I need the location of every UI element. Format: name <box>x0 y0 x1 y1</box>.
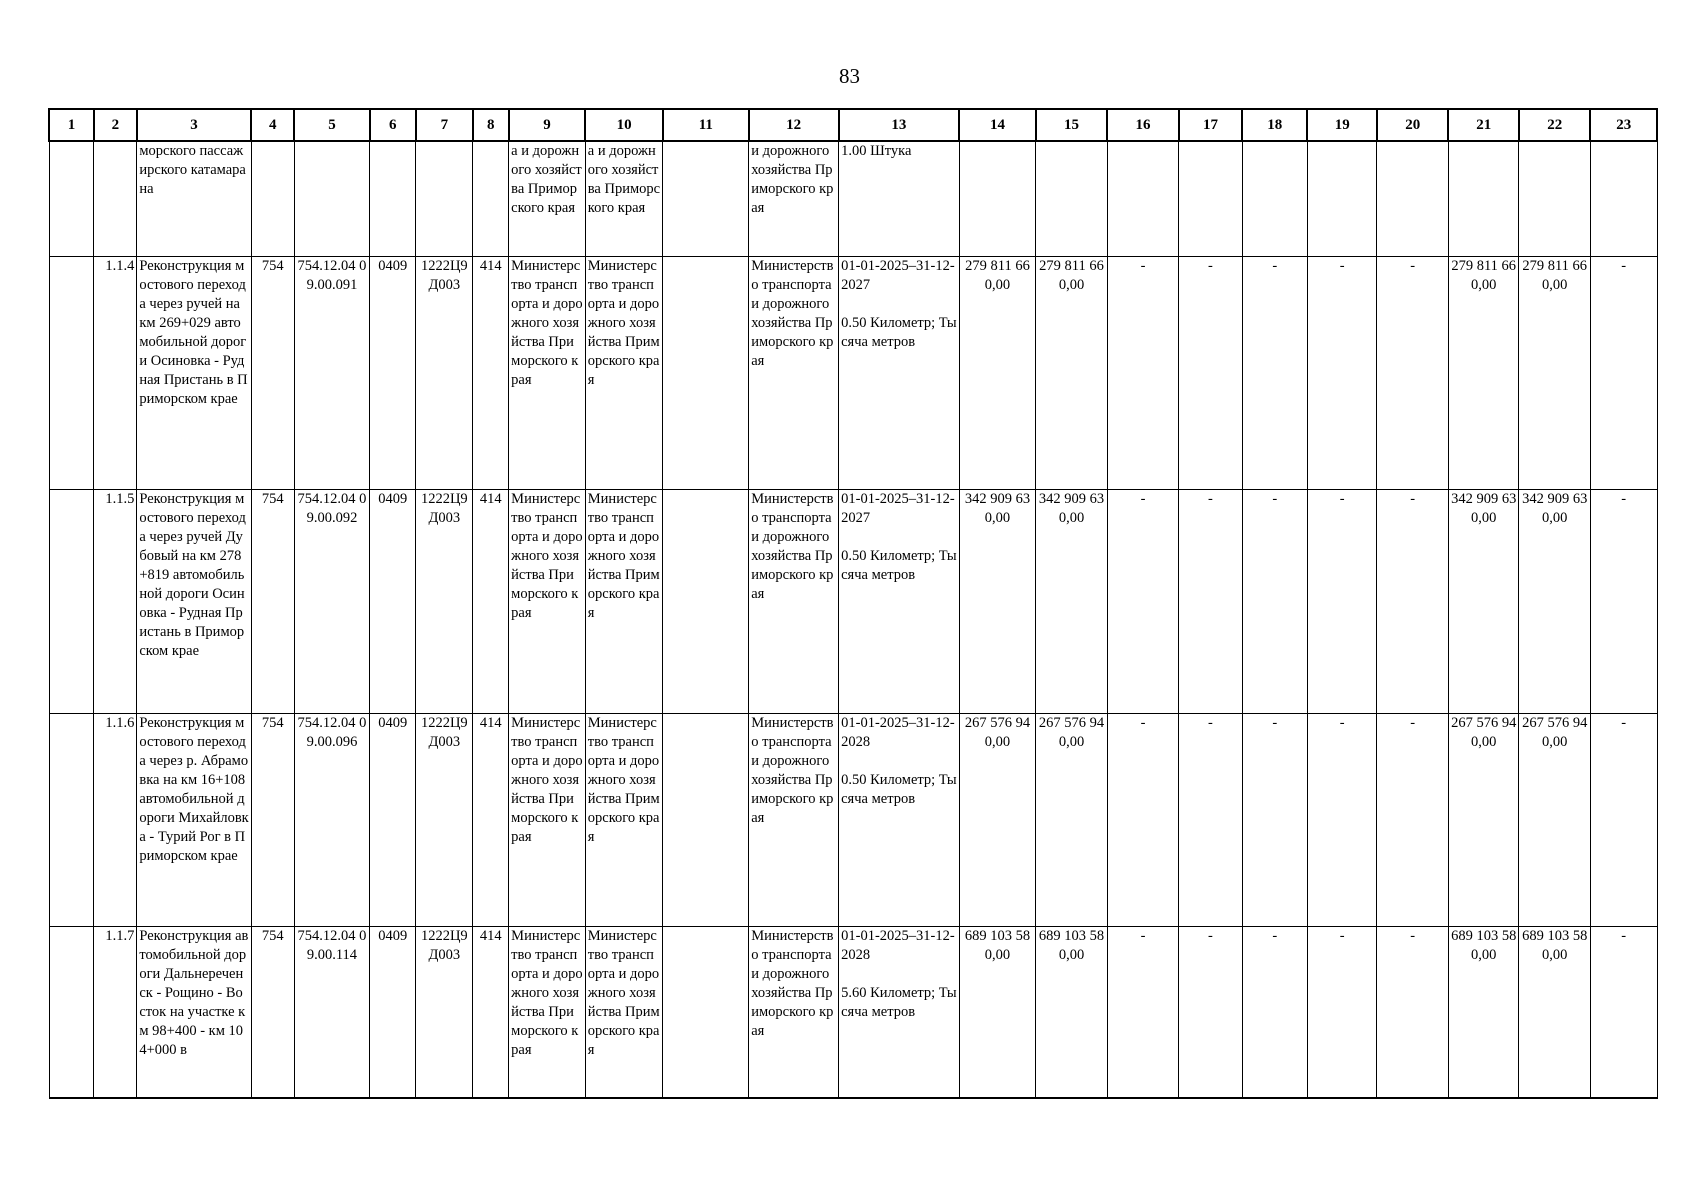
column-header-22: 22 <box>1519 109 1591 141</box>
cell-col-20: - <box>1377 490 1449 714</box>
cell-col-14 <box>959 141 1036 257</box>
table-row <box>49 257 1657 490</box>
cell-col-20: - <box>1377 927 1449 1099</box>
cell-col-1 <box>49 141 94 257</box>
cell-col-9: Министерство транспорта и дорожного хозяйства Приморского края <box>509 927 586 1099</box>
cell-col-16: - <box>1107 257 1179 490</box>
cell-col-15 <box>1036 141 1108 257</box>
cell-col-12: Министерство транспорта и дорожного хозяйства Приморского края <box>749 257 839 490</box>
cell-col-4: 754 <box>251 257 294 490</box>
cell-col-8 <box>473 141 509 257</box>
cell-col-7: 1222Ц9 Д003 <box>416 927 473 1099</box>
cell-col-5: 754.12.04 09.00.114 <box>294 927 370 1099</box>
cell-col-21: 279 811 660,00 <box>1448 257 1518 490</box>
cell-col-13 <box>839 257 960 490</box>
cell-col-5: 754.12.04 09.00.091 <box>294 257 370 490</box>
cell-col-17: - <box>1179 714 1242 927</box>
unit-text: 0.50 Километр; Тысяча метров <box>841 548 957 583</box>
table-row <box>49 927 1657 1099</box>
cell-col-18: - <box>1242 257 1307 490</box>
table-row <box>49 490 1657 714</box>
cell-col-13 <box>839 714 960 927</box>
cell-col-10: Министерство транспорта и дорожного хозяйства Приморского края <box>585 257 663 490</box>
cell-col-4: 754 <box>251 714 294 927</box>
cell-col-5 <box>294 141 370 257</box>
cell-col-4: 754 <box>251 490 294 714</box>
cell-col-23: - <box>1590 714 1657 927</box>
column-header-2: 2 <box>94 109 137 141</box>
column-header-12: 12 <box>749 109 839 141</box>
cell-col-10: Министерство транспорта и дорожного хозяйства Приморского края <box>585 927 663 1099</box>
cell-col-21: 267 576 940,00 <box>1448 714 1518 927</box>
cell-col-17: - <box>1179 257 1242 490</box>
cell-col-1 <box>49 927 94 1099</box>
cell-col-23: - <box>1590 927 1657 1099</box>
cell-col-8: 414 <box>473 714 509 927</box>
cell-col-23: - <box>1590 257 1657 490</box>
cell-col-6 <box>370 141 416 257</box>
cell-col-15: 267 576 940,00 <box>1036 714 1108 927</box>
cell-col-20 <box>1377 141 1449 257</box>
cell-col-6: 0409 <box>370 927 416 1099</box>
cell-col-16: - <box>1107 490 1179 714</box>
cell-col-22: 279 811 660,00 <box>1519 257 1591 490</box>
cell-col-2: 1.1.7 <box>94 927 137 1099</box>
column-header-8: 8 <box>473 109 509 141</box>
column-header-11: 11 <box>663 109 749 141</box>
cell-col-12: и дорожного хозяйства Приморского края <box>749 141 839 257</box>
cell-col-15: 689 103 580,00 <box>1036 927 1108 1099</box>
cell-col-17 <box>1179 141 1242 257</box>
cell-col-9: Министерство транспорта и дорожного хозяйства Приморского края <box>509 490 586 714</box>
column-header-9: 9 <box>509 109 586 141</box>
cell-col-5: 754.12.04 09.00.096 <box>294 714 370 927</box>
column-header-4: 4 <box>251 109 294 141</box>
cell-col-10: Министерство транспорта и дорожного хозяйства Приморского края <box>585 714 663 927</box>
column-header-13: 13 <box>839 109 960 141</box>
cell-col-1 <box>49 257 94 490</box>
cell-col-13 <box>839 490 960 714</box>
cell-col-14: 267 576 940,00 <box>959 714 1036 927</box>
cell-col-19: - <box>1307 927 1376 1099</box>
cell-col-7: 1222Ц9 Д003 <box>416 257 473 490</box>
column-header-1: 1 <box>49 109 94 141</box>
cell-col-11 <box>663 927 749 1099</box>
cell-col-23 <box>1590 141 1657 257</box>
cell-col-14: 689 103 580,00 <box>959 927 1036 1099</box>
unit-text: 0.50 Километр; Тысяча метров <box>841 315 957 350</box>
cell-col-6: 0409 <box>370 490 416 714</box>
cell-col-16 <box>1107 141 1179 257</box>
column-header-19: 19 <box>1307 109 1376 141</box>
cell-col-21: 342 909 630,00 <box>1448 490 1518 714</box>
cell-col-5: 754.12.04 09.00.092 <box>294 490 370 714</box>
cell-col-8: 414 <box>473 927 509 1099</box>
cell-col-8: 414 <box>473 257 509 490</box>
column-header-6: 6 <box>370 109 416 141</box>
cell-col-3: Реконструкция мостового перехода через ручей Дубовый на км 278+819 автомобильной дороги Осиновка - Рудная Пристань в Приморском крае <box>137 490 251 714</box>
cell-col-4 <box>251 141 294 257</box>
cell-col-21: 689 103 580,00 <box>1448 927 1518 1099</box>
column-header-21: 21 <box>1448 109 1518 141</box>
cell-col-22 <box>1519 141 1591 257</box>
column-header-14: 14 <box>959 109 1036 141</box>
cell-col-11 <box>663 714 749 927</box>
column-header-10: 10 <box>585 109 663 141</box>
cell-col-14: 342 909 630,00 <box>959 490 1036 714</box>
column-header-18: 18 <box>1242 109 1307 141</box>
cell-col-11 <box>663 141 749 257</box>
column-header-5: 5 <box>294 109 370 141</box>
cell-col-17: - <box>1179 927 1242 1099</box>
cell-col-19: - <box>1307 490 1376 714</box>
cell-col-18 <box>1242 141 1307 257</box>
cell-col-12: Министерство транспорта и дорожного хозяйства Приморского края <box>749 490 839 714</box>
header-row <box>49 109 1657 141</box>
cell-col-15: 279 811 660,00 <box>1036 257 1108 490</box>
cell-col-7: 1222Ц9 Д003 <box>416 490 473 714</box>
table-body <box>49 141 1657 1098</box>
cell-col-19: - <box>1307 257 1376 490</box>
cell-col-2: 1.1.4 <box>94 257 137 490</box>
cell-col-3: Реконструкция мостового перехода через ручей на км 269+029 автомобильной дороги Осиновка - Рудная Пристань в Приморском крае <box>137 257 251 490</box>
cell-col-19: - <box>1307 714 1376 927</box>
column-header-23: 23 <box>1590 109 1657 141</box>
column-header-7: 7 <box>416 109 473 141</box>
cell-col-18: - <box>1242 714 1307 927</box>
cell-col-22: 267 576 940,00 <box>1519 714 1591 927</box>
cell-col-7: 1222Ц9 Д003 <box>416 714 473 927</box>
cell-col-9: Министерство транспорта и дорожного хозяйства Приморского края <box>509 257 586 490</box>
cell-col-11 <box>663 257 749 490</box>
period-text: 01-01-2025–31-12-2027 <box>841 491 955 526</box>
column-header-16: 16 <box>1107 109 1179 141</box>
column-header-20: 20 <box>1377 109 1449 141</box>
cell-col-4: 754 <box>251 927 294 1099</box>
cell-col-13 <box>839 141 960 257</box>
cell-col-23: - <box>1590 490 1657 714</box>
cell-col-2: 1.1.6 <box>94 714 137 927</box>
cell-col-3: Реконструкция автомобильной дороги Дальнереченск - Рощино - Восток на участке км 98+400 - км 104+000 в <box>137 927 251 1099</box>
cell-col-3: морского пассажирского катамарана <box>137 141 251 257</box>
cell-col-7 <box>416 141 473 257</box>
period-text: 01-01-2025–31-12-2028 <box>841 928 955 963</box>
column-header-15: 15 <box>1036 109 1108 141</box>
cell-col-22: 689 103 580,00 <box>1519 927 1591 1099</box>
cell-col-6: 0409 <box>370 714 416 927</box>
cell-col-9: а и дорожного хозяйства Приморского края <box>509 141 586 257</box>
cell-col-2 <box>94 141 137 257</box>
cell-col-15: 342 909 630,00 <box>1036 490 1108 714</box>
period-text: 01-01-2025–31-12-2028 <box>841 715 955 750</box>
cell-col-11 <box>663 490 749 714</box>
cell-col-10: а и дорожного хозяйства Приморского края <box>585 141 663 257</box>
cell-col-20: - <box>1377 257 1449 490</box>
cell-col-13 <box>839 927 960 1099</box>
cell-col-3: Реконструкция мостового перехода через р. Абрамовка на км 16+108 автомобильной дороги Михайловка - Турий Рог в Приморском крае <box>137 714 251 927</box>
cell-col-21 <box>1448 141 1518 257</box>
unit-text: 5.60 Километр; Тысяча метров <box>841 985 957 1020</box>
cell-col-16: - <box>1107 927 1179 1099</box>
cell-col-18: - <box>1242 490 1307 714</box>
cell-col-12: Министерство транспорта и дорожного хозяйства Приморского края <box>749 714 839 927</box>
cell-col-9: Министерство транспорта и дорожного хозяйства Приморского края <box>509 714 586 927</box>
cell-col-1 <box>49 490 94 714</box>
period-text: 1.00 Штука <box>841 143 912 159</box>
projects-table <box>48 108 1658 1099</box>
cell-col-22: 342 909 630,00 <box>1519 490 1591 714</box>
cell-col-10: Министерство транспорта и дорожного хозяйства Приморского края <box>585 490 663 714</box>
period-text: 01-01-2025–31-12-2027 <box>841 258 955 293</box>
page-number: 83 <box>839 64 860 88</box>
cell-col-2: 1.1.5 <box>94 490 137 714</box>
cell-col-17: - <box>1179 490 1242 714</box>
cell-col-1 <box>49 714 94 927</box>
cell-col-20: - <box>1377 714 1449 927</box>
cell-col-8: 414 <box>473 490 509 714</box>
column-header-17: 17 <box>1179 109 1242 141</box>
table-row <box>49 141 1657 257</box>
cell-col-6: 0409 <box>370 257 416 490</box>
cell-col-16: - <box>1107 714 1179 927</box>
cell-col-14: 279 811 660,00 <box>959 257 1036 490</box>
column-header-3: 3 <box>137 109 251 141</box>
cell-col-12: Министерство транспорта и дорожного хозяйства Приморского края <box>749 927 839 1099</box>
cell-col-18: - <box>1242 927 1307 1099</box>
unit-text: 0.50 Километр; Тысяча метров <box>841 772 957 807</box>
table-row <box>49 714 1657 927</box>
cell-col-19 <box>1307 141 1376 257</box>
